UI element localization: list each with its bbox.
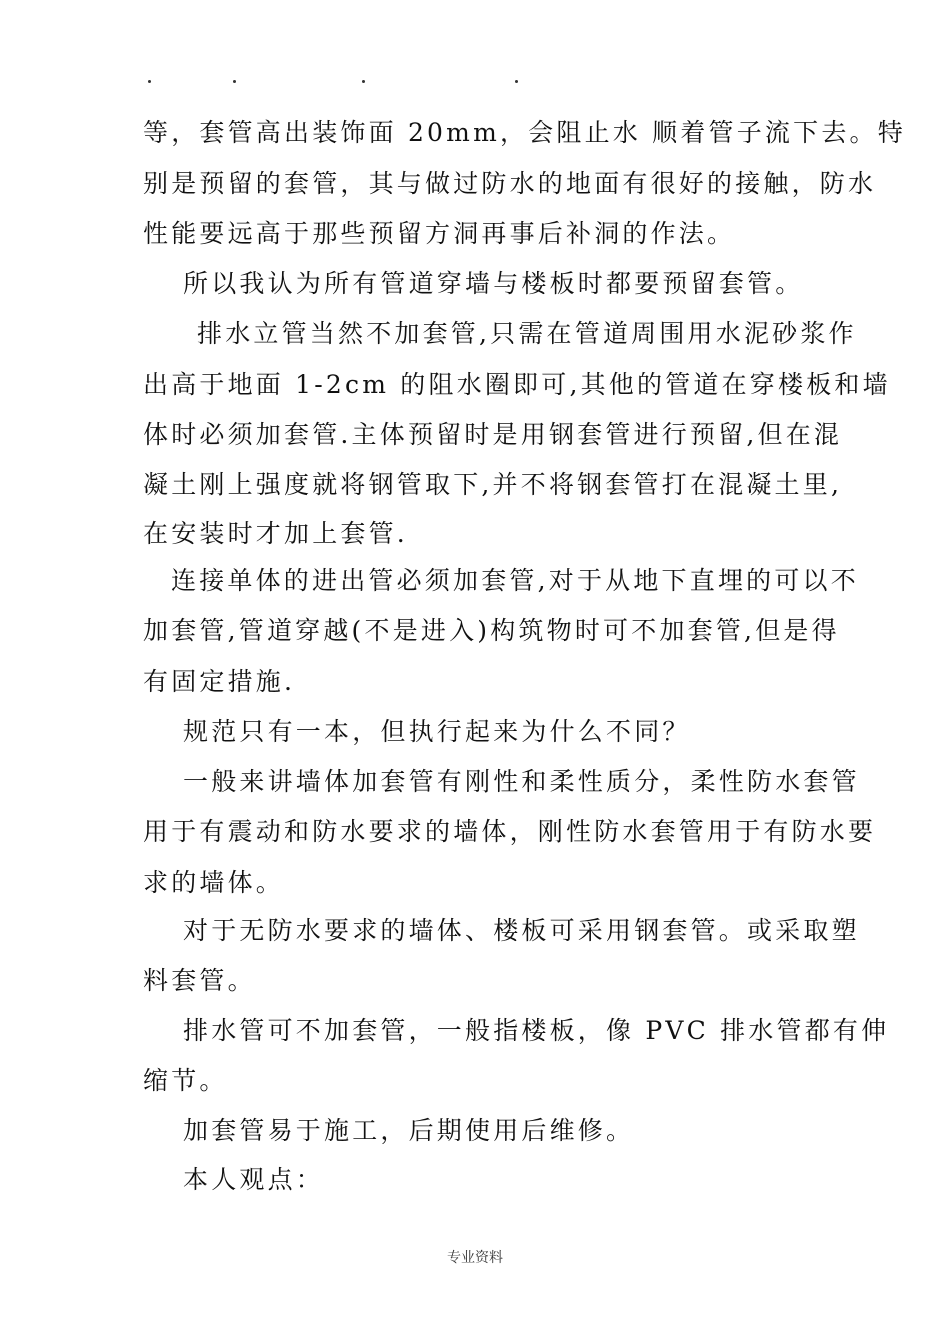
text-line: 性能要远高于那些预留方洞再事后补洞的作法。 [143, 219, 736, 248]
text-line: 缩节。 [143, 1066, 228, 1095]
header-dot [362, 80, 365, 83]
text-line: 有固定措施. [143, 667, 296, 696]
text-line: 在安装时才加上套管. [143, 519, 408, 548]
text-line: 等，套管高出装饰面 20mm，会阻止水 顺着管子流下去。特 [143, 118, 906, 147]
text-line: 加套管,管道穿越(不是进入)构筑物时可不加套管,但是得 [143, 616, 840, 645]
text-line: 凝土刚上强度就将钢管取下,并不将钢套管打在混凝土里, [143, 470, 843, 499]
text-line: 用于有震动和防水要求的墙体，刚性防水套管用于有防水要 [143, 817, 877, 846]
text-line: 规范只有一本，但执行起来为什么不同？ [183, 717, 691, 746]
text-line: 一般来讲墙体加套管有刚性和柔性质分，柔性防水套管 [183, 767, 860, 796]
text-line: 本人观点： [183, 1165, 325, 1194]
text-line: 体时必须加套管.主体预留时是用钢套管进行预留,但在混 [143, 420, 843, 449]
header-dot [515, 80, 518, 83]
text-line: 加套管易于施工，后期使用后维修。 [183, 1116, 635, 1145]
text-line: 对于无防水要求的墙体、楼板可采用钢套管。或采取塑 [183, 916, 860, 945]
text-line: 排水立管当然不加套管,只需在管道周围用水泥砂浆作 [197, 319, 857, 348]
text-line: 料套管。 [143, 966, 256, 995]
text-line: 连接单体的进出管必须加套管,对于从地下直埋的可以不 [171, 566, 859, 595]
text-line: 求的墙体。 [143, 868, 285, 897]
text-line: 出高于地面 1-2cm 的阻水圈即可,其他的管道在穿楼板和墙 [143, 370, 891, 399]
text-line: 所以我认为所有管道穿墙与楼板时都要预留套管。 [183, 269, 804, 298]
page-footer: 专业资料 [447, 1250, 503, 1266]
text-line: 别是预留的套管，其与做过防水的地面有很好的接触，防水 [143, 169, 877, 198]
header-dot [148, 80, 151, 83]
text-line: 排水管可不加套管，一般指楼板，像 PVC 排水管都有伸 [183, 1016, 890, 1045]
header-dot [233, 80, 236, 83]
